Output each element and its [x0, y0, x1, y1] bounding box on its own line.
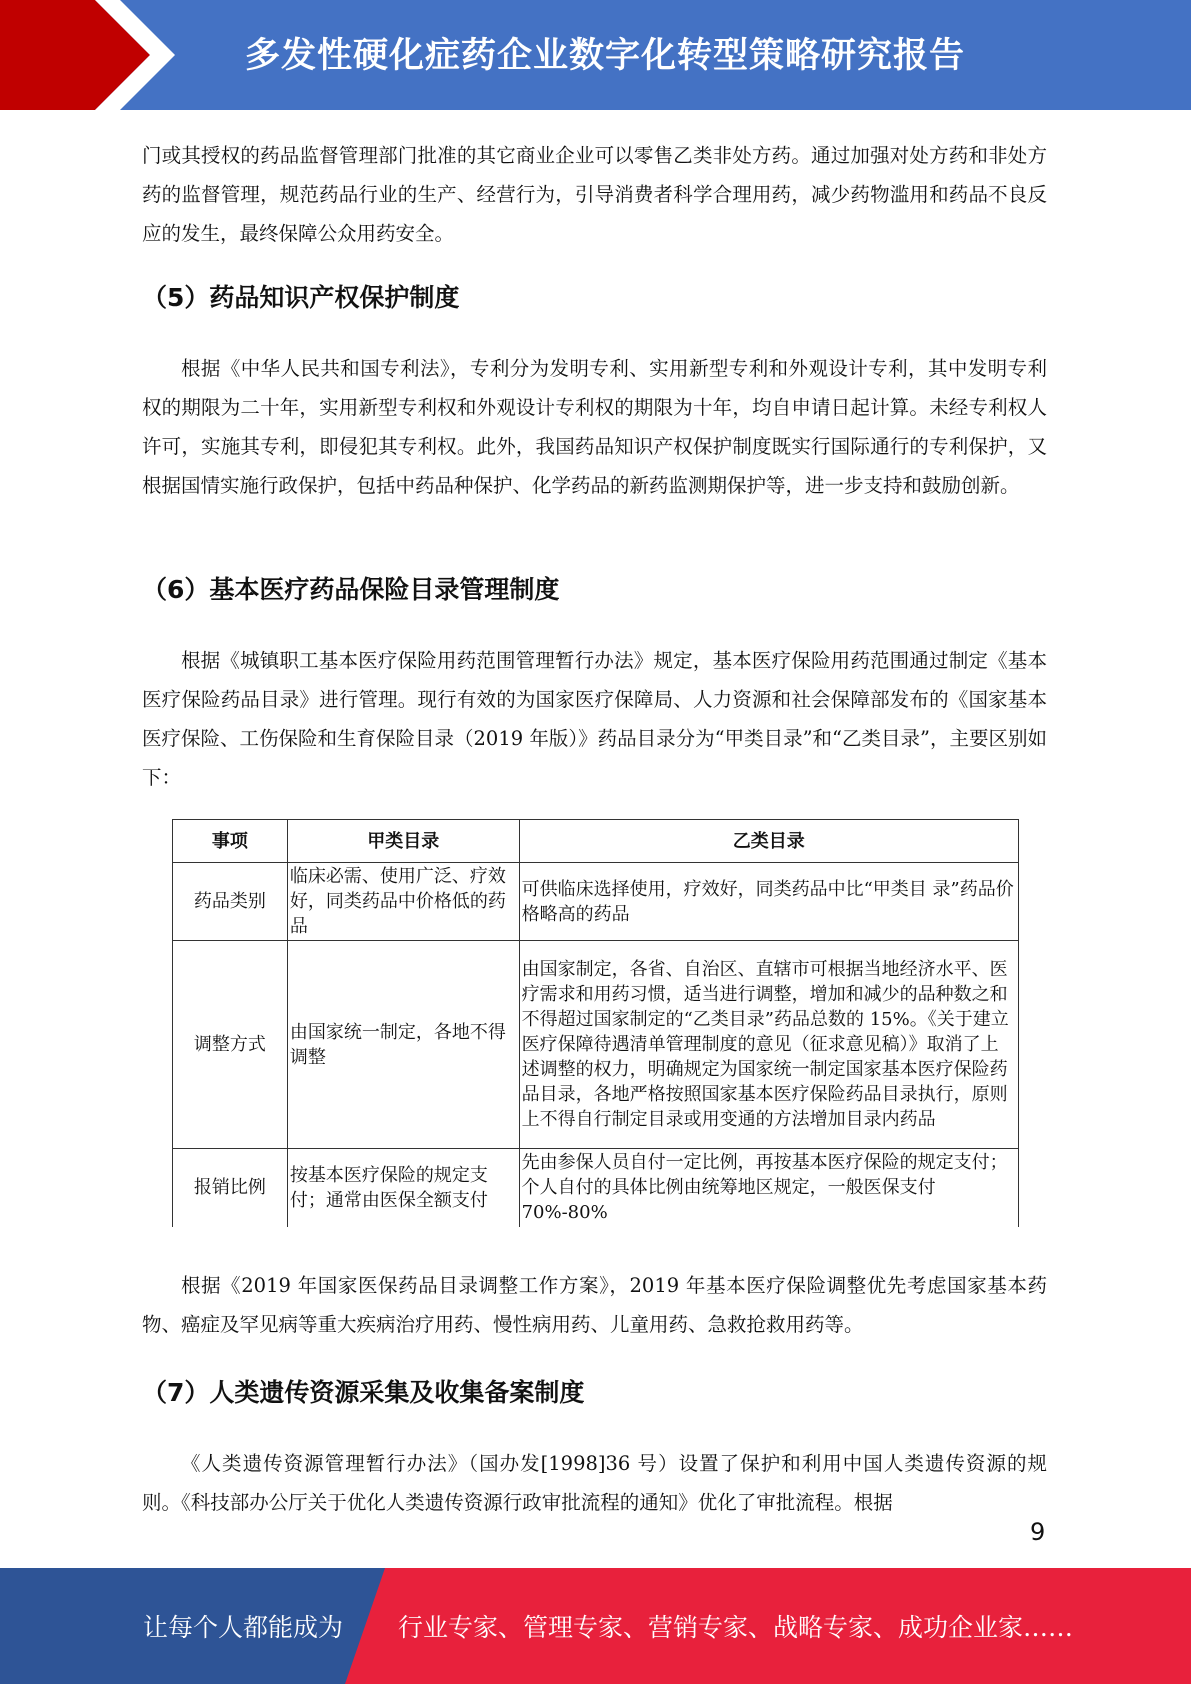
page-footer: [0, 1568, 1191, 1684]
footer-slogan-right: 行业专家、管理专家、营销专家、战略专家、成功企业家……: [398, 1613, 1074, 1642]
table-cell: 药品类别: [173, 863, 288, 941]
paragraph-1: 门或其授权的药品监督管理部门批准的其它商业企业可以零售乙类非处方药。通过加强对处方药和非处方药的监督管理，规范药品行业的生产、经营行为，引导消费者科学合理用药，减少药物滥用和药品不良反应的发生，最终保障公众用药安全。: [142, 144, 1047, 245]
table-cell: 调整方式: [173, 941, 288, 1149]
paragraph-4: 根据《2019 年国家医保药品目录调整工作方案》，2019 年基本医疗保险调整优先考虑国家基本药物、癌症及罕见病等重大疾病治疗用药、慢性病用药、儿童用药、急救抢救用药等。: [142, 1274, 1047, 1336]
table-cell: 临床必需、使用广泛、疗效好，同类药品中价格低的药品: [287, 863, 519, 941]
paragraph-5: 《人类遗传资源管理暂行办法》（国办发[1998]36 号）设置了保护和利用中国人类遗传资源的规则。《科技部办公厅关于优化人类遗传资源行政审批流程的通知》优化了审批流程。根据: [142, 1452, 1047, 1514]
table-cell: 可供临床选择使用，疗效好，同类药品中比“甲类目 录”药品价格略高的药品: [519, 863, 1018, 941]
table-cell: 报销比例: [173, 1149, 288, 1227]
table-header-cell: 甲类目录: [287, 820, 519, 863]
table-cell: 先由参保人员自付一定比例，再按基本医疗保险的规定支付；个人自付的具体比例由统筹地区规定，一般医保支付 70%-80%: [519, 1149, 1018, 1227]
table-row: [173, 941, 1019, 1149]
table-cell: 由国家制定，各省、自治区、直辖市可根据当地经济水平、医疗需求和用药习惯，适当进行调整，增加和减少的品种数之和不得超过国家制定的“乙类目录”药品总数的 15%。《关于建立医疗保障待遇清单管理制度的意见（征求意见稿）》取消了上述调整的权力，明确规定为国家统一制定国家基本医疗保险药品目录，各地严格按照国家基本医疗保险药品目录执行，原则上不得自行制定目录或用变通的方法增加目录内药品: [519, 941, 1018, 1149]
table-header-cell: 事项: [173, 820, 288, 863]
section-heading-5: （5）药品知识产权保护制度: [142, 283, 460, 312]
report-title: 多发性硬化症药企业数字化转型策略研究报告: [245, 36, 966, 76]
page-header: [0, 0, 1191, 110]
table-cell: 按基本医疗保险的规定支付；通常由医保全额支付: [287, 1149, 519, 1227]
table-row: [173, 863, 1019, 941]
table-row: [173, 1149, 1019, 1227]
paragraph-2: 根据《中华人民共和国专利法》，专利分为发明专利、实用新型专利和外观设计专利，其中发明专利权的期限为二十年，实用新型专利权和外观设计专利权的期限为十年，均自申请日起计算。未经专利权人许可，实施其专利，即侵犯其专利权。此外，我国药品知识产权保护制度既实行国际通行的专利保护，又根据国情实施行政保护，包括中药品种保护、化学药品的新药监测期保护等，进一步支持和鼓励创新。: [142, 357, 1047, 497]
drug-catalog-comparison-table: [172, 819, 1019, 1227]
section-heading-7: （7）人类遗传资源采集及收集备案制度: [142, 1378, 585, 1407]
footer-slogan-left: 让每个人都能成为: [143, 1613, 344, 1642]
table-cell: 由国家统一制定，各地不得调整: [287, 941, 519, 1149]
table-header-cell: 乙类目录: [519, 820, 1018, 863]
page-number: 9: [1030, 1518, 1046, 1546]
section-heading-6: （6）基本医疗药品保险目录管理制度: [142, 575, 560, 604]
paragraph-3: 根据《城镇职工基本医疗保险用药范围管理暂行办法》规定，基本医疗保险用药范围通过制定《基本医疗保险药品目录》进行管理。现行有效的为国家医疗保障局、人力资源和社会保障部发布的《国家基本医疗保险、工伤保险和生育保险目录（2019 年版）》药品目录分为“甲类目录”和“乙类目录”，主要区别如下：: [142, 649, 1047, 789]
table-header-row: [173, 820, 1019, 863]
